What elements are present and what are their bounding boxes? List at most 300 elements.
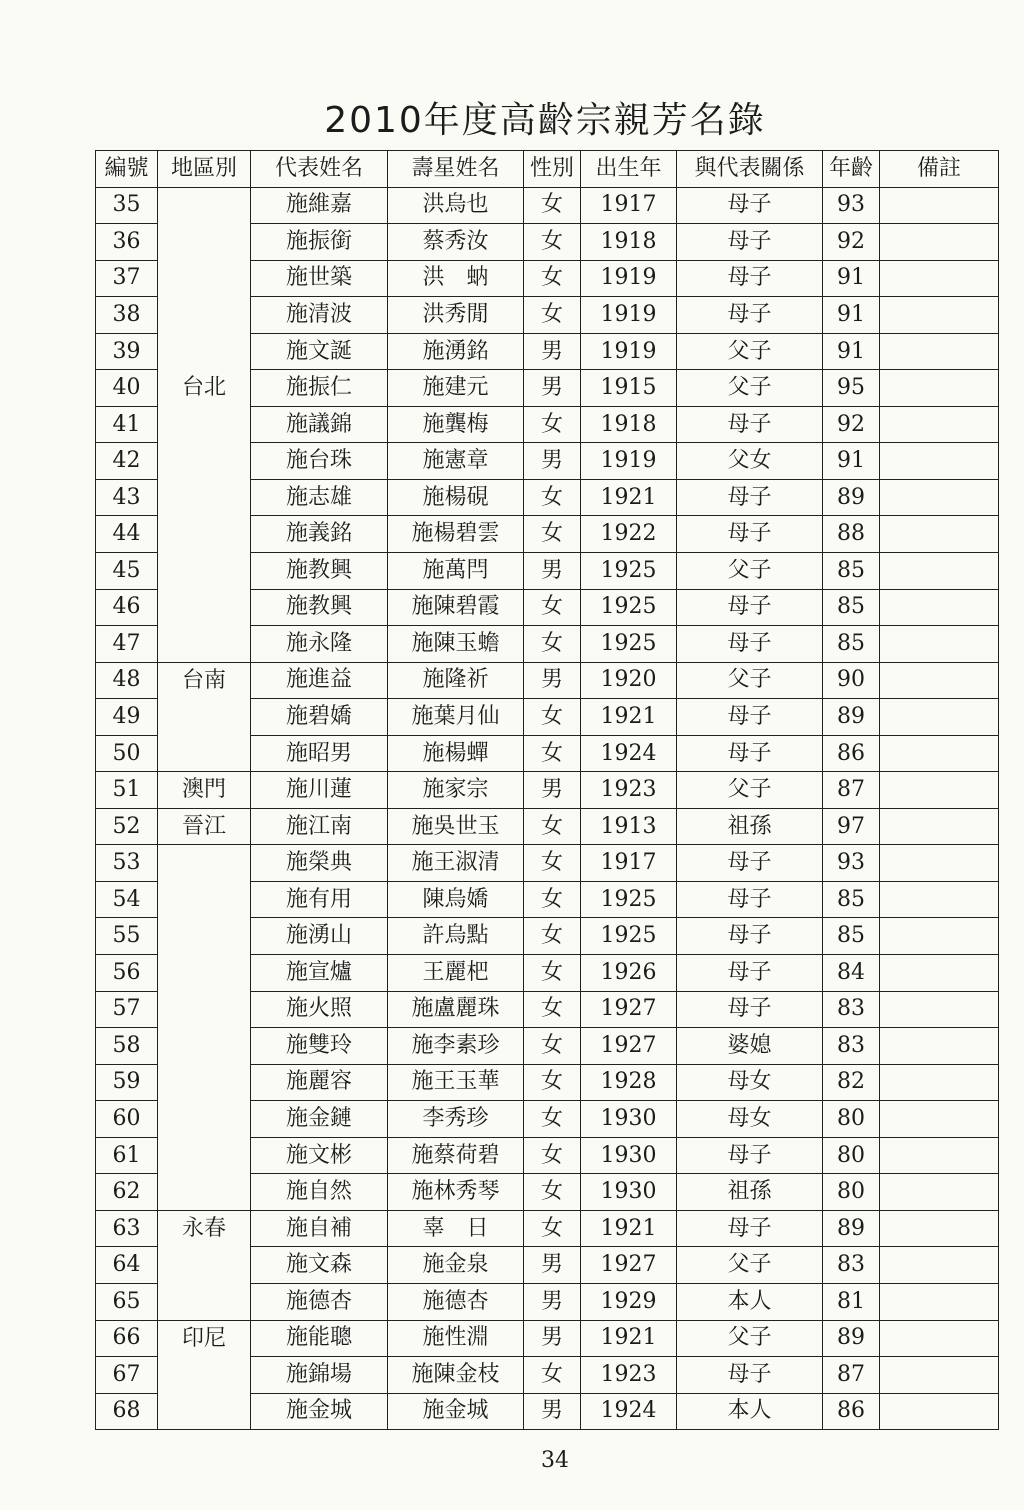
sex: 女 bbox=[524, 955, 581, 992]
row-number: 42 bbox=[96, 443, 158, 480]
remarks bbox=[880, 1357, 999, 1394]
table-row bbox=[96, 516, 999, 553]
elder-name: 施隆祈 bbox=[388, 662, 524, 699]
representative-name: 施清波 bbox=[251, 297, 388, 334]
age: 89 bbox=[823, 1210, 880, 1247]
region-cell bbox=[158, 918, 251, 955]
table-row bbox=[96, 333, 999, 370]
row-number: 68 bbox=[96, 1393, 158, 1430]
elder-name: 辜 日 bbox=[388, 1210, 524, 1247]
table-row bbox=[96, 918, 999, 955]
region-cell bbox=[158, 1028, 251, 1065]
sex: 女 bbox=[524, 808, 581, 845]
elder-name: 施德杏 bbox=[388, 1283, 524, 1320]
sex: 女 bbox=[524, 991, 581, 1028]
representative-name: 施志雄 bbox=[251, 479, 388, 516]
remarks bbox=[880, 1247, 999, 1284]
representative-name: 施教興 bbox=[251, 553, 388, 590]
table-row bbox=[96, 1357, 999, 1394]
sex: 男 bbox=[524, 1283, 581, 1320]
region-cell bbox=[158, 1137, 251, 1174]
birth-year: 1930 bbox=[581, 1174, 677, 1211]
region-cell bbox=[158, 991, 251, 1028]
row-number: 49 bbox=[96, 699, 158, 736]
sex: 女 bbox=[524, 260, 581, 297]
region-cell bbox=[158, 516, 251, 553]
representative-name: 施義銘 bbox=[251, 516, 388, 553]
region-cell bbox=[158, 333, 251, 370]
region-cell bbox=[158, 479, 251, 516]
relationship: 母子 bbox=[677, 1210, 823, 1247]
region-cell bbox=[158, 1393, 251, 1430]
remarks bbox=[880, 881, 999, 918]
relationship: 母子 bbox=[677, 260, 823, 297]
table-row bbox=[96, 1101, 999, 1138]
table-row bbox=[96, 1174, 999, 1211]
elder-name: 施王淑清 bbox=[388, 845, 524, 882]
sex: 男 bbox=[524, 333, 581, 370]
birth-year: 1927 bbox=[581, 991, 677, 1028]
age: 85 bbox=[823, 553, 880, 590]
row-number: 59 bbox=[96, 1064, 158, 1101]
age: 91 bbox=[823, 260, 880, 297]
age: 93 bbox=[823, 845, 880, 882]
representative-name: 施川蓮 bbox=[251, 772, 388, 809]
region-cell bbox=[158, 1174, 251, 1211]
elder-name: 施金泉 bbox=[388, 1247, 524, 1284]
age: 80 bbox=[823, 1137, 880, 1174]
relationship: 母子 bbox=[677, 735, 823, 772]
table-row bbox=[96, 260, 999, 297]
birth-year: 1921 bbox=[581, 1210, 677, 1247]
age: 97 bbox=[823, 808, 880, 845]
table-row bbox=[96, 626, 999, 663]
representative-name: 施火照 bbox=[251, 991, 388, 1028]
relationship: 父子 bbox=[677, 370, 823, 407]
birth-year: 1923 bbox=[581, 1357, 677, 1394]
header-row bbox=[96, 151, 999, 188]
remarks bbox=[880, 224, 999, 261]
representative-name: 施教興 bbox=[251, 589, 388, 626]
region-cell bbox=[158, 187, 251, 224]
header-elder-name: 壽星姓名 bbox=[388, 151, 524, 188]
age: 84 bbox=[823, 955, 880, 992]
elder-name: 洪烏也 bbox=[388, 187, 524, 224]
representative-name: 施進益 bbox=[251, 662, 388, 699]
elder-name: 李秀珍 bbox=[388, 1101, 524, 1138]
remarks bbox=[880, 662, 999, 699]
birth-year: 1929 bbox=[581, 1283, 677, 1320]
representative-name: 施榮典 bbox=[251, 845, 388, 882]
birth-year: 1923 bbox=[581, 772, 677, 809]
birth-year: 1927 bbox=[581, 1247, 677, 1284]
row-number: 57 bbox=[96, 991, 158, 1028]
representative-name: 施台珠 bbox=[251, 443, 388, 480]
birth-year: 1919 bbox=[581, 297, 677, 334]
representative-name: 施碧嬌 bbox=[251, 699, 388, 736]
region-label: 印尼 bbox=[158, 1320, 251, 1357]
age: 83 bbox=[823, 991, 880, 1028]
sex: 女 bbox=[524, 1028, 581, 1065]
elder-name: 施陳玉蟾 bbox=[388, 626, 524, 663]
row-number: 48 bbox=[96, 662, 158, 699]
elder-name: 施蔡荷碧 bbox=[388, 1137, 524, 1174]
elder-name: 許烏點 bbox=[388, 918, 524, 955]
table-row bbox=[96, 735, 999, 772]
row-number: 41 bbox=[96, 406, 158, 443]
sex: 女 bbox=[524, 1101, 581, 1138]
remarks bbox=[880, 516, 999, 553]
birth-year: 1921 bbox=[581, 479, 677, 516]
table-row bbox=[96, 1210, 999, 1247]
row-number: 53 bbox=[96, 845, 158, 882]
row-number: 35 bbox=[96, 187, 158, 224]
birth-year: 1927 bbox=[581, 1028, 677, 1065]
row-number: 38 bbox=[96, 297, 158, 334]
sex: 男 bbox=[524, 1393, 581, 1430]
relationship: 母子 bbox=[677, 699, 823, 736]
age: 93 bbox=[823, 187, 880, 224]
region-cell bbox=[158, 845, 251, 882]
header-sex: 性別 bbox=[524, 151, 581, 188]
birth-year: 1925 bbox=[581, 881, 677, 918]
region-label: 台北 bbox=[158, 370, 251, 407]
row-number: 52 bbox=[96, 808, 158, 845]
table-row bbox=[96, 699, 999, 736]
table-row bbox=[96, 881, 999, 918]
relationship: 母子 bbox=[677, 297, 823, 334]
representative-name: 施麗容 bbox=[251, 1064, 388, 1101]
sex: 女 bbox=[524, 1174, 581, 1211]
table-row bbox=[96, 1393, 999, 1430]
remarks bbox=[880, 443, 999, 480]
age: 91 bbox=[823, 297, 880, 334]
elder-name: 施憲章 bbox=[388, 443, 524, 480]
birth-year: 1920 bbox=[581, 662, 677, 699]
relationship: 母子 bbox=[677, 479, 823, 516]
elder-name: 施盧麗珠 bbox=[388, 991, 524, 1028]
age: 81 bbox=[823, 1283, 880, 1320]
sex: 女 bbox=[524, 845, 581, 882]
representative-name: 施世築 bbox=[251, 260, 388, 297]
birth-year: 1913 bbox=[581, 808, 677, 845]
region-cell bbox=[158, 406, 251, 443]
header-relationship: 與代表關係 bbox=[677, 151, 823, 188]
birth-year: 1930 bbox=[581, 1101, 677, 1138]
elder-name: 施李素珍 bbox=[388, 1028, 524, 1065]
representative-name: 施振銜 bbox=[251, 224, 388, 261]
age: 85 bbox=[823, 881, 880, 918]
remarks bbox=[880, 1101, 999, 1138]
elder-name: 施陳金枝 bbox=[388, 1357, 524, 1394]
birth-year: 1919 bbox=[581, 333, 677, 370]
birth-year: 1919 bbox=[581, 260, 677, 297]
region-cell bbox=[158, 1247, 251, 1284]
row-number: 46 bbox=[96, 589, 158, 626]
row-number: 50 bbox=[96, 735, 158, 772]
remarks bbox=[880, 1393, 999, 1430]
relationship: 父子 bbox=[677, 553, 823, 590]
row-number: 66 bbox=[96, 1320, 158, 1357]
representative-name: 施錦場 bbox=[251, 1357, 388, 1394]
birth-year: 1922 bbox=[581, 516, 677, 553]
elder-name: 施楊蟬 bbox=[388, 735, 524, 772]
representative-name: 施金城 bbox=[251, 1393, 388, 1430]
age: 92 bbox=[823, 406, 880, 443]
elder-name: 施林秀琴 bbox=[388, 1174, 524, 1211]
elder-name: 施建元 bbox=[388, 370, 524, 407]
region-label: 晉江 bbox=[158, 808, 251, 845]
age: 89 bbox=[823, 699, 880, 736]
birth-year: 1928 bbox=[581, 1064, 677, 1101]
region-cell bbox=[158, 735, 251, 772]
header-representative: 代表姓名 bbox=[251, 151, 388, 188]
elder-name: 施家宗 bbox=[388, 772, 524, 809]
region-cell bbox=[158, 699, 251, 736]
region-label: 永春 bbox=[158, 1210, 251, 1247]
relationship: 母子 bbox=[677, 626, 823, 663]
age: 82 bbox=[823, 1064, 880, 1101]
region-cell bbox=[158, 881, 251, 918]
age: 95 bbox=[823, 370, 880, 407]
representative-name: 施文彬 bbox=[251, 1137, 388, 1174]
sex: 女 bbox=[524, 297, 581, 334]
elder-name: 施吳世玉 bbox=[388, 808, 524, 845]
page-title: 2010年度高齡宗親芳名錄 bbox=[324, 100, 766, 141]
elder-name: 施湧銘 bbox=[388, 333, 524, 370]
birth-year: 1924 bbox=[581, 1393, 677, 1430]
remarks bbox=[880, 1210, 999, 1247]
remarks bbox=[880, 1137, 999, 1174]
representative-name: 施維嘉 bbox=[251, 187, 388, 224]
birth-year: 1921 bbox=[581, 1320, 677, 1357]
remarks bbox=[880, 955, 999, 992]
sex: 男 bbox=[524, 772, 581, 809]
sex: 女 bbox=[524, 1064, 581, 1101]
sex: 男 bbox=[524, 662, 581, 699]
elder-name: 施性淵 bbox=[388, 1320, 524, 1357]
table-row bbox=[96, 1247, 999, 1284]
birth-year: 1918 bbox=[581, 406, 677, 443]
sex: 女 bbox=[524, 479, 581, 516]
elder-name: 施楊碧雲 bbox=[388, 516, 524, 553]
remarks bbox=[880, 297, 999, 334]
remarks bbox=[880, 479, 999, 516]
row-number: 40 bbox=[96, 370, 158, 407]
sex: 男 bbox=[524, 1320, 581, 1357]
table-row bbox=[96, 187, 999, 224]
age: 90 bbox=[823, 662, 880, 699]
row-number: 56 bbox=[96, 955, 158, 992]
age: 80 bbox=[823, 1101, 880, 1138]
birth-year: 1925 bbox=[581, 553, 677, 590]
relationship: 父子 bbox=[677, 662, 823, 699]
remarks bbox=[880, 406, 999, 443]
representative-name: 施能聰 bbox=[251, 1320, 388, 1357]
table-row bbox=[96, 1064, 999, 1101]
remarks bbox=[880, 991, 999, 1028]
age: 92 bbox=[823, 224, 880, 261]
table-row bbox=[96, 589, 999, 626]
remarks bbox=[880, 370, 999, 407]
elder-name: 施萬閂 bbox=[388, 553, 524, 590]
representative-name: 施宣爐 bbox=[251, 955, 388, 992]
relationship: 婆媳 bbox=[677, 1028, 823, 1065]
age: 85 bbox=[823, 589, 880, 626]
sex: 女 bbox=[524, 187, 581, 224]
row-number: 36 bbox=[96, 224, 158, 261]
region-cell bbox=[158, 443, 251, 480]
header-birth-year: 出生年 bbox=[581, 151, 677, 188]
remarks bbox=[880, 626, 999, 663]
row-number: 43 bbox=[96, 479, 158, 516]
age: 83 bbox=[823, 1247, 880, 1284]
relationship: 母子 bbox=[677, 918, 823, 955]
remarks bbox=[880, 1028, 999, 1065]
elder-name: 施王玉華 bbox=[388, 1064, 524, 1101]
row-number: 63 bbox=[96, 1210, 158, 1247]
remarks bbox=[880, 918, 999, 955]
row-number: 61 bbox=[96, 1137, 158, 1174]
relationship: 母子 bbox=[677, 991, 823, 1028]
table-row bbox=[96, 662, 999, 699]
region-cell bbox=[158, 589, 251, 626]
table-row bbox=[96, 224, 999, 261]
table-row bbox=[96, 1028, 999, 1065]
age: 88 bbox=[823, 516, 880, 553]
birth-year: 1918 bbox=[581, 224, 677, 261]
elder-name: 洪秀閒 bbox=[388, 297, 524, 334]
table-row bbox=[96, 1137, 999, 1174]
elder-name: 施葉月仙 bbox=[388, 699, 524, 736]
row-number: 62 bbox=[96, 1174, 158, 1211]
sex: 男 bbox=[524, 553, 581, 590]
region-label: 台南 bbox=[158, 662, 251, 699]
relationship: 母子 bbox=[677, 845, 823, 882]
region-cell bbox=[158, 1283, 251, 1320]
remarks bbox=[880, 772, 999, 809]
region-cell bbox=[158, 1101, 251, 1138]
birth-year: 1924 bbox=[581, 735, 677, 772]
representative-name: 施江南 bbox=[251, 808, 388, 845]
relationship: 父女 bbox=[677, 443, 823, 480]
birth-year: 1919 bbox=[581, 443, 677, 480]
relationship: 母女 bbox=[677, 1101, 823, 1138]
header-age: 年齡 bbox=[823, 151, 880, 188]
remarks bbox=[880, 333, 999, 370]
representative-name: 施有用 bbox=[251, 881, 388, 918]
remarks bbox=[880, 699, 999, 736]
age: 87 bbox=[823, 772, 880, 809]
elder-name: 施龔梅 bbox=[388, 406, 524, 443]
sex: 男 bbox=[524, 370, 581, 407]
relationship: 父子 bbox=[677, 333, 823, 370]
table-row bbox=[96, 772, 999, 809]
age: 86 bbox=[823, 1393, 880, 1430]
row-number: 37 bbox=[96, 260, 158, 297]
row-number: 65 bbox=[96, 1283, 158, 1320]
remarks bbox=[880, 553, 999, 590]
sex: 男 bbox=[524, 443, 581, 480]
age: 86 bbox=[823, 735, 880, 772]
birth-year: 1925 bbox=[581, 589, 677, 626]
relationship: 母女 bbox=[677, 1064, 823, 1101]
header-number: 編號 bbox=[96, 151, 158, 188]
relationship: 祖孫 bbox=[677, 1174, 823, 1211]
relationship: 母子 bbox=[677, 187, 823, 224]
table-row bbox=[96, 845, 999, 882]
elder-name: 蔡秀汝 bbox=[388, 224, 524, 261]
region-cell bbox=[158, 297, 251, 334]
sex: 女 bbox=[524, 406, 581, 443]
sex: 女 bbox=[524, 224, 581, 261]
region-label: 澳門 bbox=[158, 772, 251, 809]
representative-name: 施自然 bbox=[251, 1174, 388, 1211]
remarks bbox=[880, 1320, 999, 1357]
elders-table bbox=[95, 150, 999, 1430]
representative-name: 施昭男 bbox=[251, 735, 388, 772]
sex: 女 bbox=[524, 1357, 581, 1394]
age: 89 bbox=[823, 479, 880, 516]
age: 91 bbox=[823, 443, 880, 480]
relationship: 母子 bbox=[677, 881, 823, 918]
header-remarks: 備註 bbox=[880, 151, 999, 188]
region-cell bbox=[158, 224, 251, 261]
relationship: 母子 bbox=[677, 516, 823, 553]
remarks bbox=[880, 260, 999, 297]
region-cell bbox=[158, 260, 251, 297]
table-row bbox=[96, 479, 999, 516]
table-row bbox=[96, 443, 999, 480]
age: 89 bbox=[823, 1320, 880, 1357]
region-cell bbox=[158, 955, 251, 992]
representative-name: 施永隆 bbox=[251, 626, 388, 663]
representative-name: 施振仁 bbox=[251, 370, 388, 407]
relationship: 母子 bbox=[677, 589, 823, 626]
birth-year: 1930 bbox=[581, 1137, 677, 1174]
elder-name: 施金城 bbox=[388, 1393, 524, 1430]
remarks bbox=[880, 1283, 999, 1320]
sex: 女 bbox=[524, 699, 581, 736]
sex: 女 bbox=[524, 516, 581, 553]
table-row bbox=[96, 808, 999, 845]
relationship: 母子 bbox=[677, 406, 823, 443]
birth-year: 1915 bbox=[581, 370, 677, 407]
row-number: 58 bbox=[96, 1028, 158, 1065]
sex: 女 bbox=[524, 1210, 581, 1247]
row-number: 54 bbox=[96, 881, 158, 918]
row-number: 44 bbox=[96, 516, 158, 553]
relationship: 母子 bbox=[677, 955, 823, 992]
table-row bbox=[96, 297, 999, 334]
header-region: 地區別 bbox=[158, 151, 251, 188]
birth-year: 1917 bbox=[581, 845, 677, 882]
row-number: 39 bbox=[96, 333, 158, 370]
relationship: 母子 bbox=[677, 1137, 823, 1174]
age: 83 bbox=[823, 1028, 880, 1065]
remarks bbox=[880, 845, 999, 882]
representative-name: 施議錦 bbox=[251, 406, 388, 443]
remarks bbox=[880, 735, 999, 772]
sex: 女 bbox=[524, 881, 581, 918]
age: 91 bbox=[823, 333, 880, 370]
sex: 女 bbox=[524, 626, 581, 663]
elder-name: 施楊硯 bbox=[388, 479, 524, 516]
row-number: 67 bbox=[96, 1357, 158, 1394]
sex: 女 bbox=[524, 735, 581, 772]
row-number: 60 bbox=[96, 1101, 158, 1138]
row-number: 64 bbox=[96, 1247, 158, 1284]
